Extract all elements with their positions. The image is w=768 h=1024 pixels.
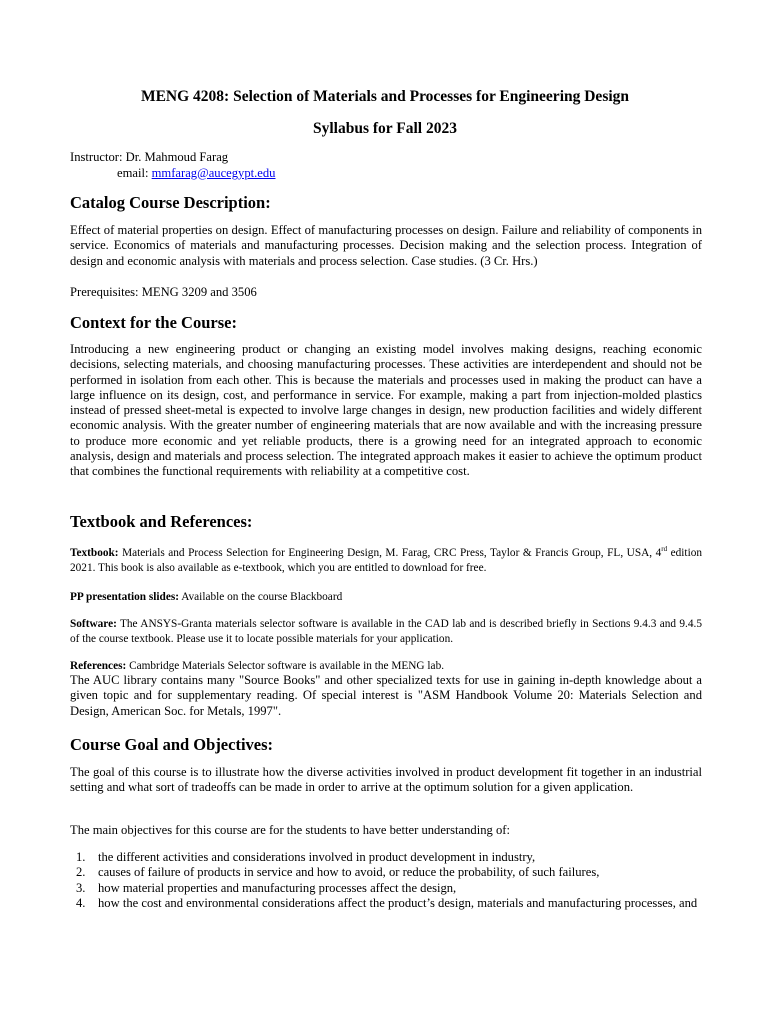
textbook-text-a: Materials and Process Selection for Engineering Design, M. Farag, CRC Press, Taylor & Francis Group, FL, USA, 4: [118, 547, 662, 559]
library-text: The AUC library contains many "Source Books" and other specialized texts for use in gaining in-depth knowledge about a given topic and for supplementary reading. Of special interest is "ASM Handbook Volume 20: Materials Selection and Design, American Soc. for Metals, 1997".: [70, 673, 702, 718]
objective-item: [70, 896, 702, 911]
objective-item: [70, 865, 702, 880]
context-body: Introducing a new engineering product or changing an existing model involves making designs, reaching economic decisions, selecting materials, and choosing manufacturing processes. These activities are interdependent and should not be performed in isolation from each other. This is because the materials and processes used in making the product can have a large influence on its design, cost, and performance in service. For example, making a part from injection-molded plastics instead of pressed sheet-metal is expected to involve large changes in design, new production facilities and widely different economic analysis. With the greater number of engineering materials that are now available and with the increasing pressure to produce more economic and yet reliable products, there is a growing need for an integrated approach to economic analysis, design and materials and process selection. The integrated approach makes it easier to achieve the optimum product that combines the functional requirements with reliability at a competitive cost.: [70, 342, 702, 479]
objectives-intro: The main objectives for this course are for the students to have better understanding of:: [70, 823, 510, 837]
instructor-line: Instructor: Dr. Mahmoud Farag: [70, 150, 229, 164]
prerequisites: Prerequisites: MENG 3209 and 3506: [70, 285, 257, 299]
software-text: The ANSYS-Granta materials selector software is available in the CAD lab and is described briefly in Sections 9.4.3 and 9.4.5 of the course textbook. Please use it to locate possible materials for your application.: [70, 618, 702, 645]
goal-text: The goal of this course is to illustrate how the diverse activities involved in product development fit together in an industrial setting and what sort of tradeoffs can be made in order to arrive at the optimum solution for a given application.: [70, 765, 702, 795]
textbook-superscript: rd: [661, 545, 668, 554]
textbook-label: Textbook:: [70, 547, 119, 559]
email-link[interactable]: mmfarag@aucegypt.edu: [151, 166, 276, 180]
objective-item: [70, 881, 702, 896]
slides-text: Available on the course Blackboard: [179, 591, 343, 603]
references-entry: [70, 659, 702, 674]
references-label: References:: [70, 660, 127, 672]
catalog-heading: Catalog Course Description:: [70, 193, 271, 212]
email-line: [117, 166, 275, 181]
objective-text: how the cost and environmental considerations affect the product’s design, materials and manufacturing processes, and: [98, 895, 698, 910]
objectives-list: [70, 850, 702, 911]
textbook-heading: Textbook and References:: [70, 512, 253, 531]
objective-number: 2.: [76, 865, 86, 880]
objective-text: causes of failure of products in service and how to avoid, or reduce the probability, of such failures,: [98, 865, 600, 880]
objective-item: [70, 850, 702, 865]
catalog-description: Effect of material properties on design. Effect of manufacturing processes on design. Failure and reliability of components in service. Economics of materials and manufacturing processes. Decision making and the selection process. Integration of design and economic analysis with materials and process selection. Case studies. (3 Cr. Hrs.): [70, 223, 702, 268]
slides-entry: [70, 590, 702, 605]
course-title: MENG 4208: Selection of Materials and Processes for Engineering Design: [140, 88, 630, 105]
objective-number: 4.: [76, 895, 86, 910]
software-label: Software:: [70, 618, 117, 630]
textbook-text-b: edition 2021. This book is also available as e-textbook, which you are entitled to download for free.: [70, 547, 703, 574]
textbook-entry: [70, 546, 702, 575]
objective-text: the different activities and considerations involved in product development in industry,: [98, 850, 536, 864]
objective-text: how material properties and manufacturing processes affect the design,: [98, 880, 457, 895]
objective-number: 3.: [76, 880, 86, 895]
syllabus-term: Syllabus for Fall 2023: [313, 120, 457, 137]
email-label: email:: [117, 166, 149, 180]
context-heading: Context for the Course:: [70, 313, 237, 332]
slides-label: PP presentation slides:: [70, 591, 179, 603]
objective-number: 1.: [76, 850, 86, 864]
software-entry: [70, 617, 702, 646]
goals-heading: Course Goal and Objectives:: [70, 735, 274, 754]
references-text: Cambridge Materials Selector software is available in the MENG lab.: [126, 660, 445, 672]
